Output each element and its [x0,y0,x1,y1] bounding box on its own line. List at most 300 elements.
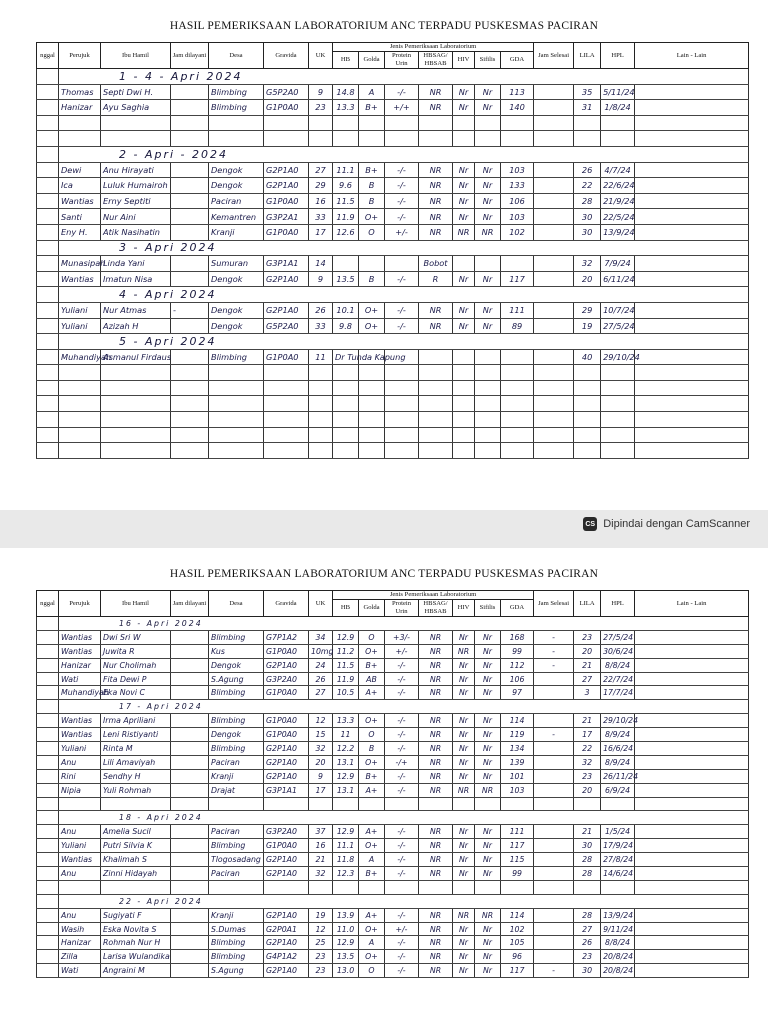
cell-hiv: Nr [453,964,475,978]
cell-uk: 27 [309,162,333,178]
cell-protein-urin: -/- [385,318,419,334]
col-hb: HB [333,600,359,617]
cell-tanggal [37,131,59,147]
cell-perujuk [59,365,101,381]
col-jam-selesai: Jam Selesai [534,591,574,617]
cell-jam-selesai [534,209,574,225]
cell-hpl: 29/10/24 [601,349,635,365]
cell-perujuk: Thomas [59,84,101,100]
cell-sifilis: Nr [475,867,501,881]
cell-lain [635,880,749,894]
cell-hb [333,115,359,131]
cell-protein-urin: -/- [385,853,419,867]
camscanner-text: Dipindai dengan CamScanner [603,518,750,530]
date-label: 18 - Apri 2024 [59,811,749,825]
cell-gda: 111 [501,825,534,839]
cell-desa: Paciran [209,867,264,881]
cell-protein-urin: -/- [385,672,419,686]
cell-ibu-hamil: Septi Dwi H. [101,84,171,100]
cell-jam-dilayani [171,380,209,396]
cell-hbsag: NR [419,728,453,742]
cell-sifilis: Nr [475,644,501,658]
cell-lila: 23 [574,950,601,964]
col-ibu-hamil: Ibu Hamil [101,591,171,617]
cell-jam-selesai [534,950,574,964]
cell-jam-dilayani [171,936,209,950]
cell-hb: 12.6 [333,224,359,240]
cell-gda: 112 [501,658,534,672]
col-hbsag: HBSAG/ HBSAB [419,600,453,617]
cell-ibu-hamil: Azizah H [101,318,171,334]
cell-lain [635,630,749,644]
cell-sifilis: Nr [475,755,501,769]
cell-jam-selesai: - [534,964,574,978]
cell-gda: 134 [501,742,534,756]
cell-perujuk [59,880,101,894]
cell-gravida [264,443,309,459]
date-label: 4 - Apri 2024 [59,287,749,303]
cell-perujuk: Muhandiyah [59,349,101,365]
cell-gda [501,443,534,459]
cell-hbsag: NR [419,178,453,194]
cell-hpl [601,365,635,381]
cell-tanggal [37,714,59,728]
cell-perujuk: Yuliani [59,742,101,756]
col-golda: Golda [359,52,385,69]
cell-lain [635,950,749,964]
table-row [37,162,749,178]
cell-uk: 23 [309,964,333,978]
cell-jam-dilayani [171,318,209,334]
cell-jam-selesai [534,84,574,100]
cell-jam-dilayani [171,825,209,839]
cell-tanggal [37,271,59,287]
table-row [37,302,749,318]
cell-jam-selesai [534,755,574,769]
cell-jam-selesai [534,318,574,334]
cell-lila: 32 [574,256,601,272]
cell-hb: 13.5 [333,271,359,287]
cell-golda [359,427,385,443]
cell-tanggal [37,867,59,881]
cell-uk: 17 [309,783,333,797]
cell-ibu-hamil: Rinta M [101,742,171,756]
cell-jam-selesai [534,742,574,756]
cell-jam-dilayani [171,686,209,700]
cell-hbsag: NR [419,769,453,783]
cell-tanggal [37,162,59,178]
cell-ibu-hamil [101,443,171,459]
cell-desa: Kranji [209,224,264,240]
cell-hpl: 20/8/24 [601,964,635,978]
cell-perujuk: Anu [59,908,101,922]
date-row [37,287,749,303]
cell-perujuk: Wantias [59,644,101,658]
cell-gravida: G2P1A0 [264,964,309,978]
cell-gda: 139 [501,755,534,769]
cell-tanggal [37,894,59,908]
cell-ibu-hamil: Sendhy H [101,769,171,783]
cell-gravida: G1P0A0 [264,100,309,116]
cell-sifilis: Nr [475,922,501,936]
cell-jam-dilayani [171,412,209,428]
cell-gda: 119 [501,728,534,742]
cell-lain [635,412,749,428]
cell-golda: A+ [359,686,385,700]
cell-hbsag [419,412,453,428]
cell-tanggal [37,839,59,853]
cell-lila: 27 [574,672,601,686]
cell-hiv: Nr [453,867,475,881]
col-protein-urin: Protein Urin [385,52,419,69]
cell-lain [635,922,749,936]
cell-hbsag [419,131,453,147]
cell-uk: 25 [309,936,333,950]
cell-protein-urin [385,365,419,381]
cell-hb: 14.8 [333,84,359,100]
cell-hbsag: NR [419,209,453,225]
cell-sifilis [475,256,501,272]
cell-hb [333,380,359,396]
cell-perujuk [59,396,101,412]
table-body [37,69,749,459]
cell-perujuk: Eny H. [59,224,101,240]
cell-sifilis: Nr [475,84,501,100]
cell-hb: 11 [333,728,359,742]
cell-uk [309,412,333,428]
cell-desa: Sumuran [209,256,264,272]
cell-gravida [264,131,309,147]
table-row [37,839,749,853]
col-perujuk: Perujuk [59,43,101,69]
cell-jam-selesai [534,769,574,783]
cell-uk [309,880,333,894]
col-golda: Golda [359,600,385,617]
cell-tanggal [37,880,59,894]
cell-hbsag: NR [419,839,453,853]
col-lain: Lain - Lain [635,591,749,617]
cell-desa: Kemantren [209,209,264,225]
cell-hiv: Nr [453,630,475,644]
cell-gda [501,365,534,381]
cell-ibu-hamil: Linda Yani [101,256,171,272]
cell-lila [574,880,601,894]
cell-uk: 11 [309,349,333,365]
cell-hpl: 27/5/24 [601,630,635,644]
cell-lila: 31 [574,100,601,116]
cell-jam-selesai [534,162,574,178]
date-label: 17 - Apri 2024 [59,700,749,714]
cell-protein-urin: +3/- [385,630,419,644]
cell-desa: Paciran [209,825,264,839]
cell-hiv: Nr [453,100,475,116]
cell-lain [635,825,749,839]
cell-desa: Tlogosadang [209,853,264,867]
cell-ibu-hamil: Irma Apriliani [101,714,171,728]
table-row [37,349,749,365]
cell-hiv: Nr [453,825,475,839]
cell-lila [574,365,601,381]
table-row [37,443,749,459]
cell-jam-selesai [534,714,574,728]
cell-lain [635,224,749,240]
cell-jam-selesai [534,922,574,936]
cell-golda: O [359,630,385,644]
cell-jam-selesai: - [534,630,574,644]
cell-hiv: Nr [453,318,475,334]
cell-sifilis: Nr [475,209,501,225]
cell-ibu-hamil: Erny Septiti [101,193,171,209]
cell-lila: 35 [574,84,601,100]
cell-jam-selesai [534,686,574,700]
cell-hb: 11.1 [333,162,359,178]
cell-tanggal [37,630,59,644]
cell-uk: 21 [309,853,333,867]
cell-protein-urin: -/- [385,936,419,950]
cell-protein-urin: -/- [385,839,419,853]
date-row [37,240,749,256]
cell-jam-dilayani [171,427,209,443]
cell-ibu-hamil [101,427,171,443]
cell-uk [309,365,333,381]
cell-lila: 26 [574,936,601,950]
cell-jam-dilayani [171,115,209,131]
cell-uk: 9 [309,271,333,287]
cell-protein-urin [385,443,419,459]
cell-tanggal [37,936,59,950]
cell-jam-dilayani [171,131,209,147]
cell-perujuk: Hanizar [59,936,101,950]
cell-perujuk: Wantias [59,853,101,867]
cell-perujuk: Rini [59,769,101,783]
date-label: 2 - Apri - 2024 [59,146,749,162]
cell-lila: 23 [574,769,601,783]
cell-golda: O+ [359,922,385,936]
cell-jam-dilayani [171,755,209,769]
cell-hb: 12.9 [333,825,359,839]
cell-tanggal [37,769,59,783]
cell-lain [635,131,749,147]
cell-tanggal [37,334,59,350]
cell-golda: B+ [359,100,385,116]
cell-tanggal [37,811,59,825]
cell-ibu-hamil: Eska Novita S [101,922,171,936]
table-row [37,115,749,131]
cell-lain [635,964,749,978]
cell-perujuk: Wantias [59,728,101,742]
cell-lila: 19 [574,318,601,334]
cell-perujuk [59,380,101,396]
cell-desa [209,396,264,412]
cell-hbsag: NR [419,853,453,867]
cell-gravida [264,412,309,428]
cell-golda: B [359,178,385,194]
cell-gravida: G3P2A0 [264,672,309,686]
col-lain: Lain - Lain [635,43,749,69]
cell-gda [501,380,534,396]
cell-uk [309,443,333,459]
cell-gda: 97 [501,686,534,700]
cell-hbsag: NR [419,867,453,881]
cell-hb: 9.6 [333,178,359,194]
cell-golda: O+ [359,209,385,225]
cell-ibu-hamil: Nur Aini [101,209,171,225]
cell-lila [574,427,601,443]
cell-hbsag: NR [419,783,453,797]
cell-gda [501,412,534,428]
cell-protein-urin: -/- [385,209,419,225]
cell-gda [501,256,534,272]
cell-sifilis: Nr [475,839,501,853]
table-row [37,209,749,225]
cell-uk: 15 [309,728,333,742]
cell-hb [333,412,359,428]
cell-jam-selesai [534,853,574,867]
cell-protein-urin: +/+ [385,100,419,116]
cell-hiv: Nr [453,742,475,756]
cell-protein-urin: -/- [385,867,419,881]
cell-desa [209,797,264,811]
cell-hiv: Nr [453,162,475,178]
cell-gda [501,797,534,811]
cell-hbsag [419,797,453,811]
cell-lain [635,115,749,131]
cell-tanggal [37,825,59,839]
col-jam-selesai: Jam Selesai [534,43,574,69]
cell-tanggal [37,224,59,240]
cell-protein-urin: -/- [385,742,419,756]
cell-lila: 21 [574,714,601,728]
table-row [37,365,749,381]
cell-gda: 96 [501,950,534,964]
scan-page-1 [0,0,768,510]
cell-gda: 99 [501,644,534,658]
cell-hb [333,256,359,272]
cell-hiv: Nr [453,193,475,209]
cell-sifilis: NR [475,908,501,922]
col-lila: LILA [574,43,601,69]
cell-hpl: 6/11/24 [601,271,635,287]
cell-jam-dilayani [171,714,209,728]
date-label: 5 - Apri 2024 [59,334,749,350]
cell-golda: B+ [359,769,385,783]
table-row [37,755,749,769]
table-row [37,644,749,658]
cell-gravida [264,380,309,396]
cell-hbsag: NR [419,162,453,178]
cell-tanggal [37,672,59,686]
cell-golda [359,396,385,412]
cell-hpl [601,427,635,443]
cell-protein-urin: -/- [385,908,419,922]
cell-hiv: Nr [453,922,475,936]
cell-uk: 19 [309,908,333,922]
cell-hpl: 22/6/24 [601,178,635,194]
cell-ibu-hamil: Putri Silvia K [101,839,171,853]
cell-protein-urin: -/- [385,686,419,700]
cell-hb: 11.2 [333,644,359,658]
cell-gda: 117 [501,839,534,853]
cell-sifilis: Nr [475,714,501,728]
cell-ibu-hamil: Amelia Sucil [101,825,171,839]
cell-hpl [601,380,635,396]
cell-hb: 11.5 [333,193,359,209]
cell-gravida [264,115,309,131]
cell-uk: 27 [309,686,333,700]
cell-uk [309,380,333,396]
cell-lain [635,443,749,459]
cell-protein-urin: -/- [385,302,419,318]
date-label: 16 - Apri 2024 [59,617,749,631]
table-row [37,193,749,209]
cell-ibu-hamil: Leni Ristiyanti [101,728,171,742]
cell-desa: Kranji [209,908,264,922]
cell-jam-selesai: - [534,644,574,658]
cell-jam-dilayani [171,672,209,686]
cell-lila: 27 [574,922,601,936]
cell-gda [501,396,534,412]
cell-protein-urin: +/- [385,644,419,658]
cell-lain [635,936,749,950]
table-row [37,318,749,334]
cell-gravida: G2P1A0 [264,755,309,769]
cell-sifilis: Nr [475,769,501,783]
cell-jam-dilayani [171,922,209,936]
cell-lain [635,672,749,686]
cell-lila [574,797,601,811]
cell-sifilis: Nr [475,964,501,978]
cell-hb [333,880,359,894]
cell-tanggal [37,728,59,742]
cell-hpl [601,880,635,894]
cell-sifilis: Nr [475,178,501,194]
col-hb: HB [333,52,359,69]
cell-hpl: 1/5/24 [601,825,635,839]
cell-protein-urin [385,115,419,131]
col-gda: GDA [501,52,534,69]
table-row [37,769,749,783]
cell-ibu-hamil: Luluk Humairoh [101,178,171,194]
cell-gravida: G1P0A0 [264,839,309,853]
cell-gravida: G2P1A0 [264,742,309,756]
cell-perujuk: Hanizar [59,658,101,672]
cell-desa [209,365,264,381]
col-uk: UK [309,43,333,69]
cell-lila [574,412,601,428]
cell-sifilis: Nr [475,193,501,209]
cell-lain [635,908,749,922]
table-row [37,728,749,742]
cell-ibu-hamil [101,115,171,131]
cell-sifilis [475,443,501,459]
cell-lila [574,396,601,412]
cell-hbsag [419,396,453,412]
cell-jam-dilayani [171,100,209,116]
cell-uk: 33 [309,209,333,225]
cell-tanggal [37,240,59,256]
col-jam-dilayani: Jam dilayani [171,591,209,617]
cell-hiv: Nr [453,950,475,964]
cell-lain [635,162,749,178]
cell-hb: 12.9 [333,936,359,950]
cell-sifilis: Nr [475,271,501,287]
cell-gravida: G3P2A1 [264,209,309,225]
cell-gravida: G2P1A0 [264,936,309,950]
cell-hpl [601,131,635,147]
table-row [37,714,749,728]
cell-golda: O+ [359,755,385,769]
cell-gravida: G2P1A0 [264,853,309,867]
